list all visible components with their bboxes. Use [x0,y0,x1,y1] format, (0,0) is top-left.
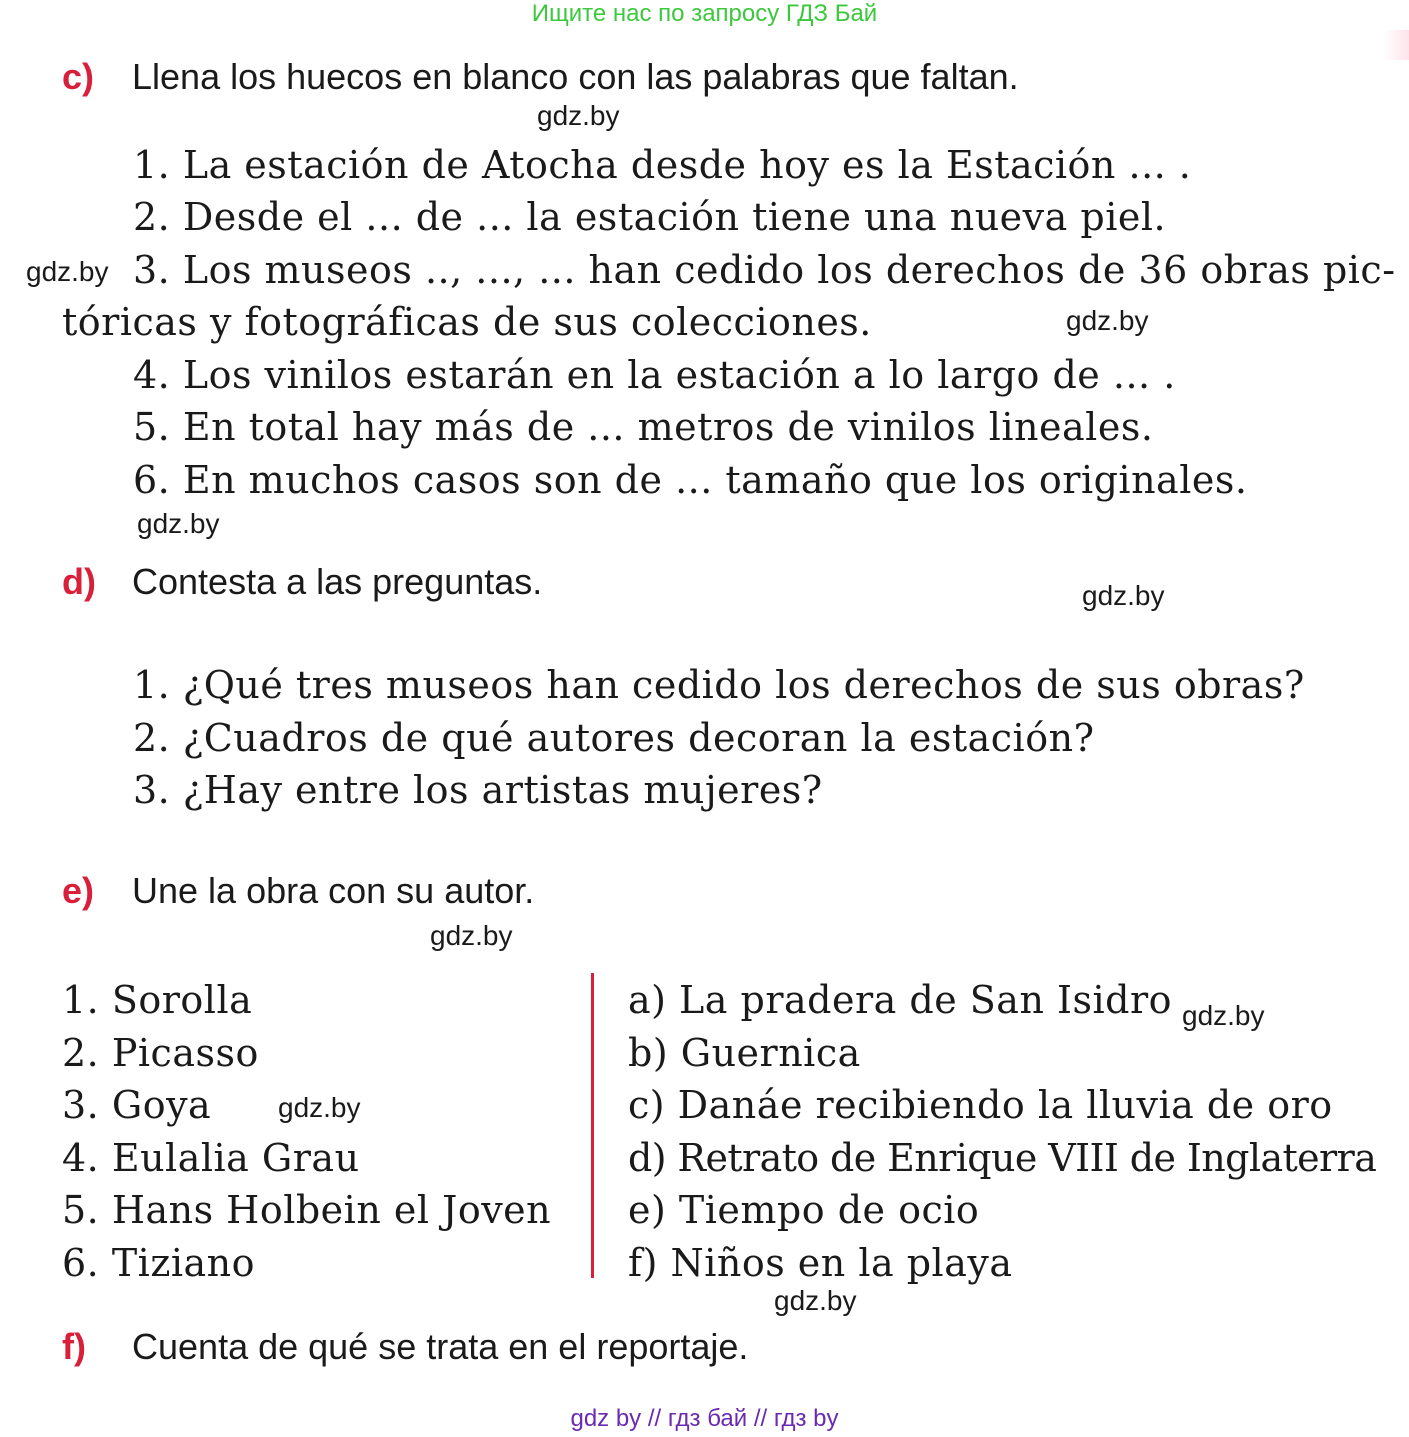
watermark: gdz.by [1182,1000,1265,1031]
fill-item-6: 6. En muchos casos son de ... tamaño que los originales. [133,458,1248,502]
watermark: gdz.by [537,100,620,131]
fill-item-2: 2. Desde el ... de ... la estación tiene una nueva piel. [133,195,1167,239]
watermark: gdz.by [26,256,109,287]
fill-item-1: 1. La estación de Atocha desde hoy es la Estación ... . [133,143,1192,187]
question-1: 1. ¿Qué tres museos han cedido los derechos de sus obras? [133,663,1305,707]
watermark: gdz.by [774,1285,857,1316]
watermark: gdz.by [430,920,513,951]
work-a: a) La pradera de San Isidro [628,978,1173,1022]
fill-item-4: 4. Los vinilos estarán en la estación a lo largo de ... . [133,353,1176,397]
author-2: 2. Picasso [62,1031,259,1075]
section-d-letter: d) [62,561,96,602]
watermark: gdz.by [1082,580,1165,611]
author-3: 3. Goya [62,1083,212,1127]
work-d: d) Retrato de Enrique VIII de Inglaterra [628,1136,1377,1180]
fill-item-5: 5. En total hay más de ... metros de vinilos lineales. [133,405,1154,449]
question-3: 3. ¿Hay entre los artistas mujeres? [133,768,823,812]
author-1: 1. Sorolla [62,978,253,1022]
work-e: e) Tiempo de ocio [628,1188,980,1232]
section-f-instruction: Cuenta de qué se trata en el reportaje. [132,1326,749,1367]
author-6: 6. Tiziano [62,1241,256,1285]
section-f-letter: f) [62,1326,86,1367]
watermark: gdz.by [1066,305,1149,336]
work-b: b) Guernica [628,1031,861,1075]
column-divider [591,973,594,1278]
section-e-letter: e) [62,870,95,911]
author-4: 4. Eulalia Grau [62,1136,360,1180]
fill-item-3: 3. Los museos .., ..., ... han cedido los derechos de 36 obras pic- [133,248,1396,292]
work-f: f) Niños en la playa [628,1241,1013,1285]
fill-item-3-continuation: tóricas y fotográficas de sus colecciones. [62,300,872,344]
corner-decoration [1383,30,1409,60]
section-d-instruction: Contesta a las preguntas. [132,561,543,602]
section-e-instruction: Une la obra con su autor. [132,870,535,911]
section-c-instruction: Llena los huecos en blanco con las palabras que faltan. [132,56,1019,97]
watermark: gdz.by [137,508,220,539]
question-2: 2. ¿Cuadros de qué autores decoran la estación? [133,716,1095,760]
top-banner[interactable]: Ищите нас по запросу ГДЗ Бай [531,0,878,27]
watermark: gdz.by [278,1092,361,1123]
footer-links[interactable]: gdz by // гдз бай // гдз by [570,1405,839,1432]
section-c-letter: c) [62,56,95,97]
author-5: 5. Hans Holbein el Joven [62,1188,552,1232]
work-c: c) Danáe recibiendo la lluvia de oro [628,1083,1333,1127]
